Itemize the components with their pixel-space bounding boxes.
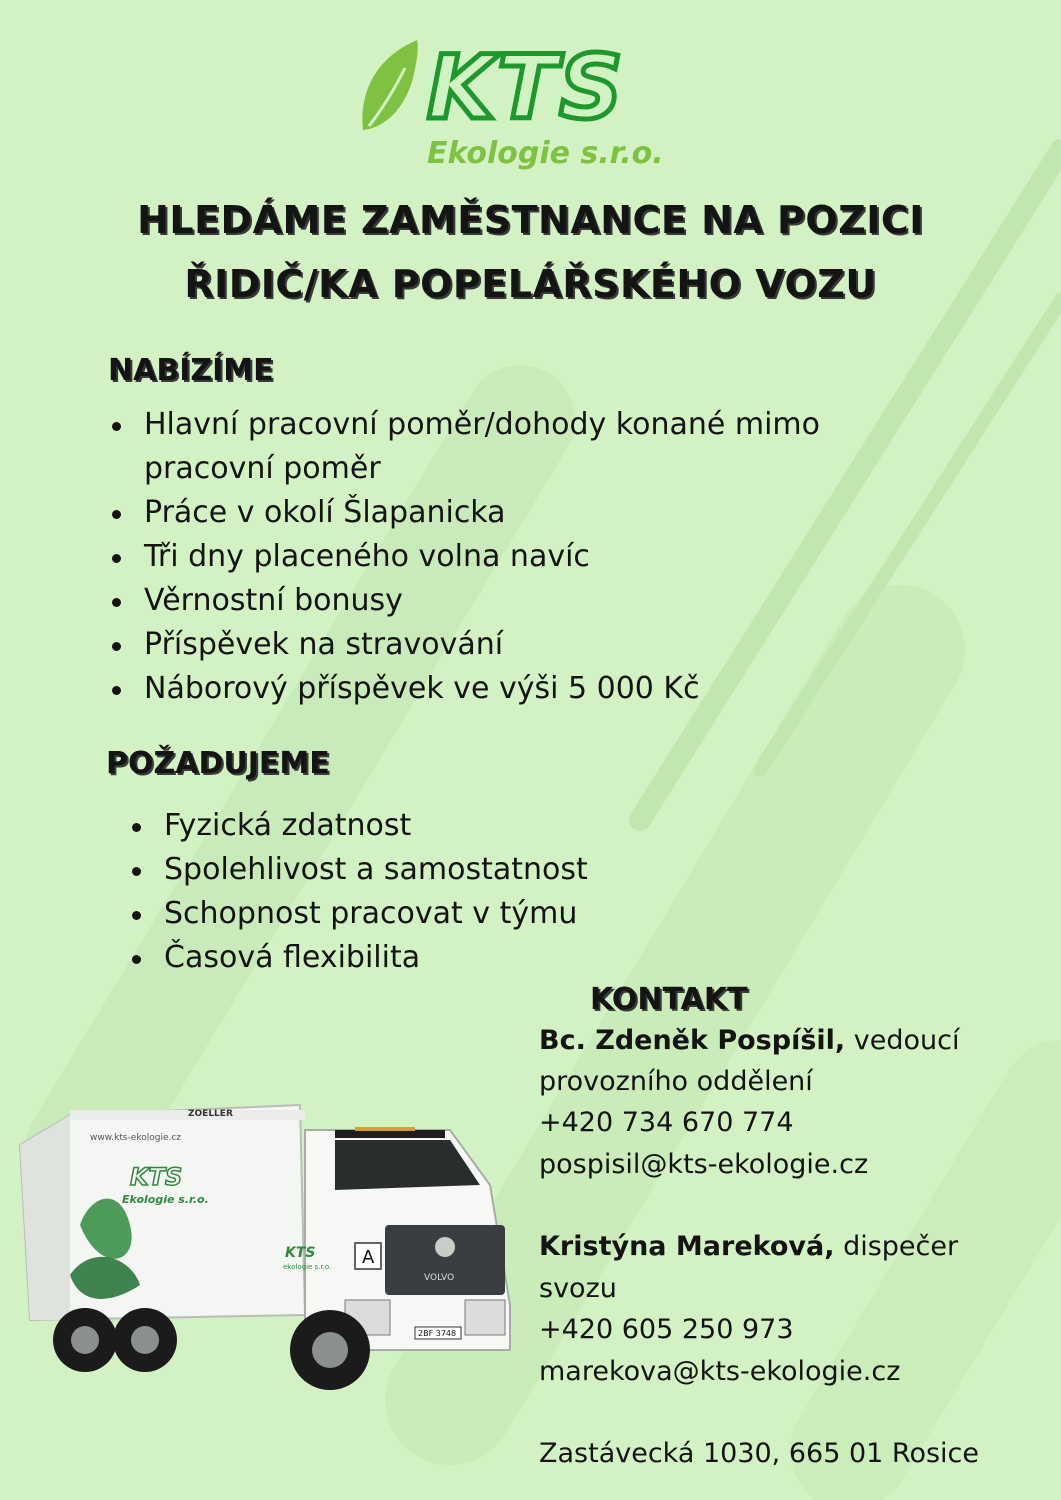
contact-2-role-line2: svozu bbox=[539, 1273, 617, 1304]
contact-2-email[interactable]: marekova@kts-ekologie.cz bbox=[539, 1356, 901, 1387]
truck-top-label: ZOELLER bbox=[188, 1109, 233, 1119]
requirements-heading: POŽADUJEME bbox=[106, 746, 330, 781]
truck-body-brand: KTS bbox=[130, 1163, 183, 1191]
list-item: Časová flexibilita bbox=[128, 936, 748, 980]
contact-1-role: vedoucí bbox=[845, 1025, 960, 1056]
contact-2-name: Kristýna Mareková, bbox=[539, 1231, 835, 1262]
truck-cab-sub: ekologie s.r.o. bbox=[283, 1263, 332, 1271]
company-logo bbox=[355, 38, 685, 178]
truck-web-text: www.kts-ekologie.cz bbox=[90, 1133, 182, 1143]
offer-heading: NABÍZÍME bbox=[108, 353, 274, 388]
list-item: Spolehlivost a samostatnost bbox=[128, 848, 748, 892]
truck-cab-brand: KTS bbox=[285, 1245, 316, 1261]
contact-1-email[interactable]: pospisil@kts-ekologie.cz bbox=[539, 1149, 869, 1180]
truck-plate: 2BF 3748 bbox=[418, 1329, 457, 1338]
list-item: Věrnostní bonusy bbox=[108, 579, 928, 623]
contact-1-title bbox=[539, 1025, 959, 1056]
list-item: Schopnost pracovat v týmu bbox=[128, 892, 748, 936]
headline-line-1: HLEDÁME ZAMĚSTNANCE NA POZICI bbox=[137, 198, 924, 242]
contact-2-role: dispečer bbox=[834, 1231, 959, 1262]
garbage-truck-image bbox=[10, 1075, 520, 1405]
list-item: Hlavní pracovní poměr/dohody konané mimo pracovní poměr bbox=[108, 403, 928, 491]
company-address: Zastávecká 1030, 665 01 Rosice bbox=[539, 1438, 979, 1469]
contact-1-role-line2: provozního oddělení bbox=[539, 1066, 813, 1097]
offer-list bbox=[108, 403, 928, 711]
list-item: Tři dny placeného volna navíc bbox=[108, 535, 928, 579]
headline-line-2: ŘIDIČ/KA POPELÁŘSKÉHO VOZU bbox=[184, 262, 877, 306]
logo-subtitle-text: Ekologie s.r.o. bbox=[427, 136, 664, 171]
truck-body-sub: Ekologie s.r.o. bbox=[122, 1193, 209, 1206]
contact-2-phone[interactable]: +420 605 250 973 bbox=[539, 1314, 794, 1345]
requirements-list bbox=[128, 804, 748, 980]
leaf-icon bbox=[362, 40, 417, 130]
contact-1-phone[interactable]: +420 734 670 774 bbox=[539, 1107, 794, 1138]
truck-cab-sign: A bbox=[362, 1247, 375, 1268]
logo-brand-text: KTS bbox=[427, 38, 625, 139]
list-item: Fyzická zdatnost bbox=[128, 804, 748, 848]
contact-heading: KONTAKT bbox=[590, 982, 748, 1017]
contact-2-title bbox=[539, 1231, 958, 1262]
truck-grille-brand: VOLVO bbox=[424, 1273, 455, 1283]
contact-1-name: Bc. Zdeněk Pospíšil, bbox=[539, 1025, 846, 1056]
list-item: Příspěvek na stravování bbox=[108, 623, 928, 667]
list-item: Náborový příspěvek ve výši 5 000 Kč bbox=[108, 667, 928, 711]
list-item: Práce v okolí Šlapanicka bbox=[108, 491, 928, 535]
